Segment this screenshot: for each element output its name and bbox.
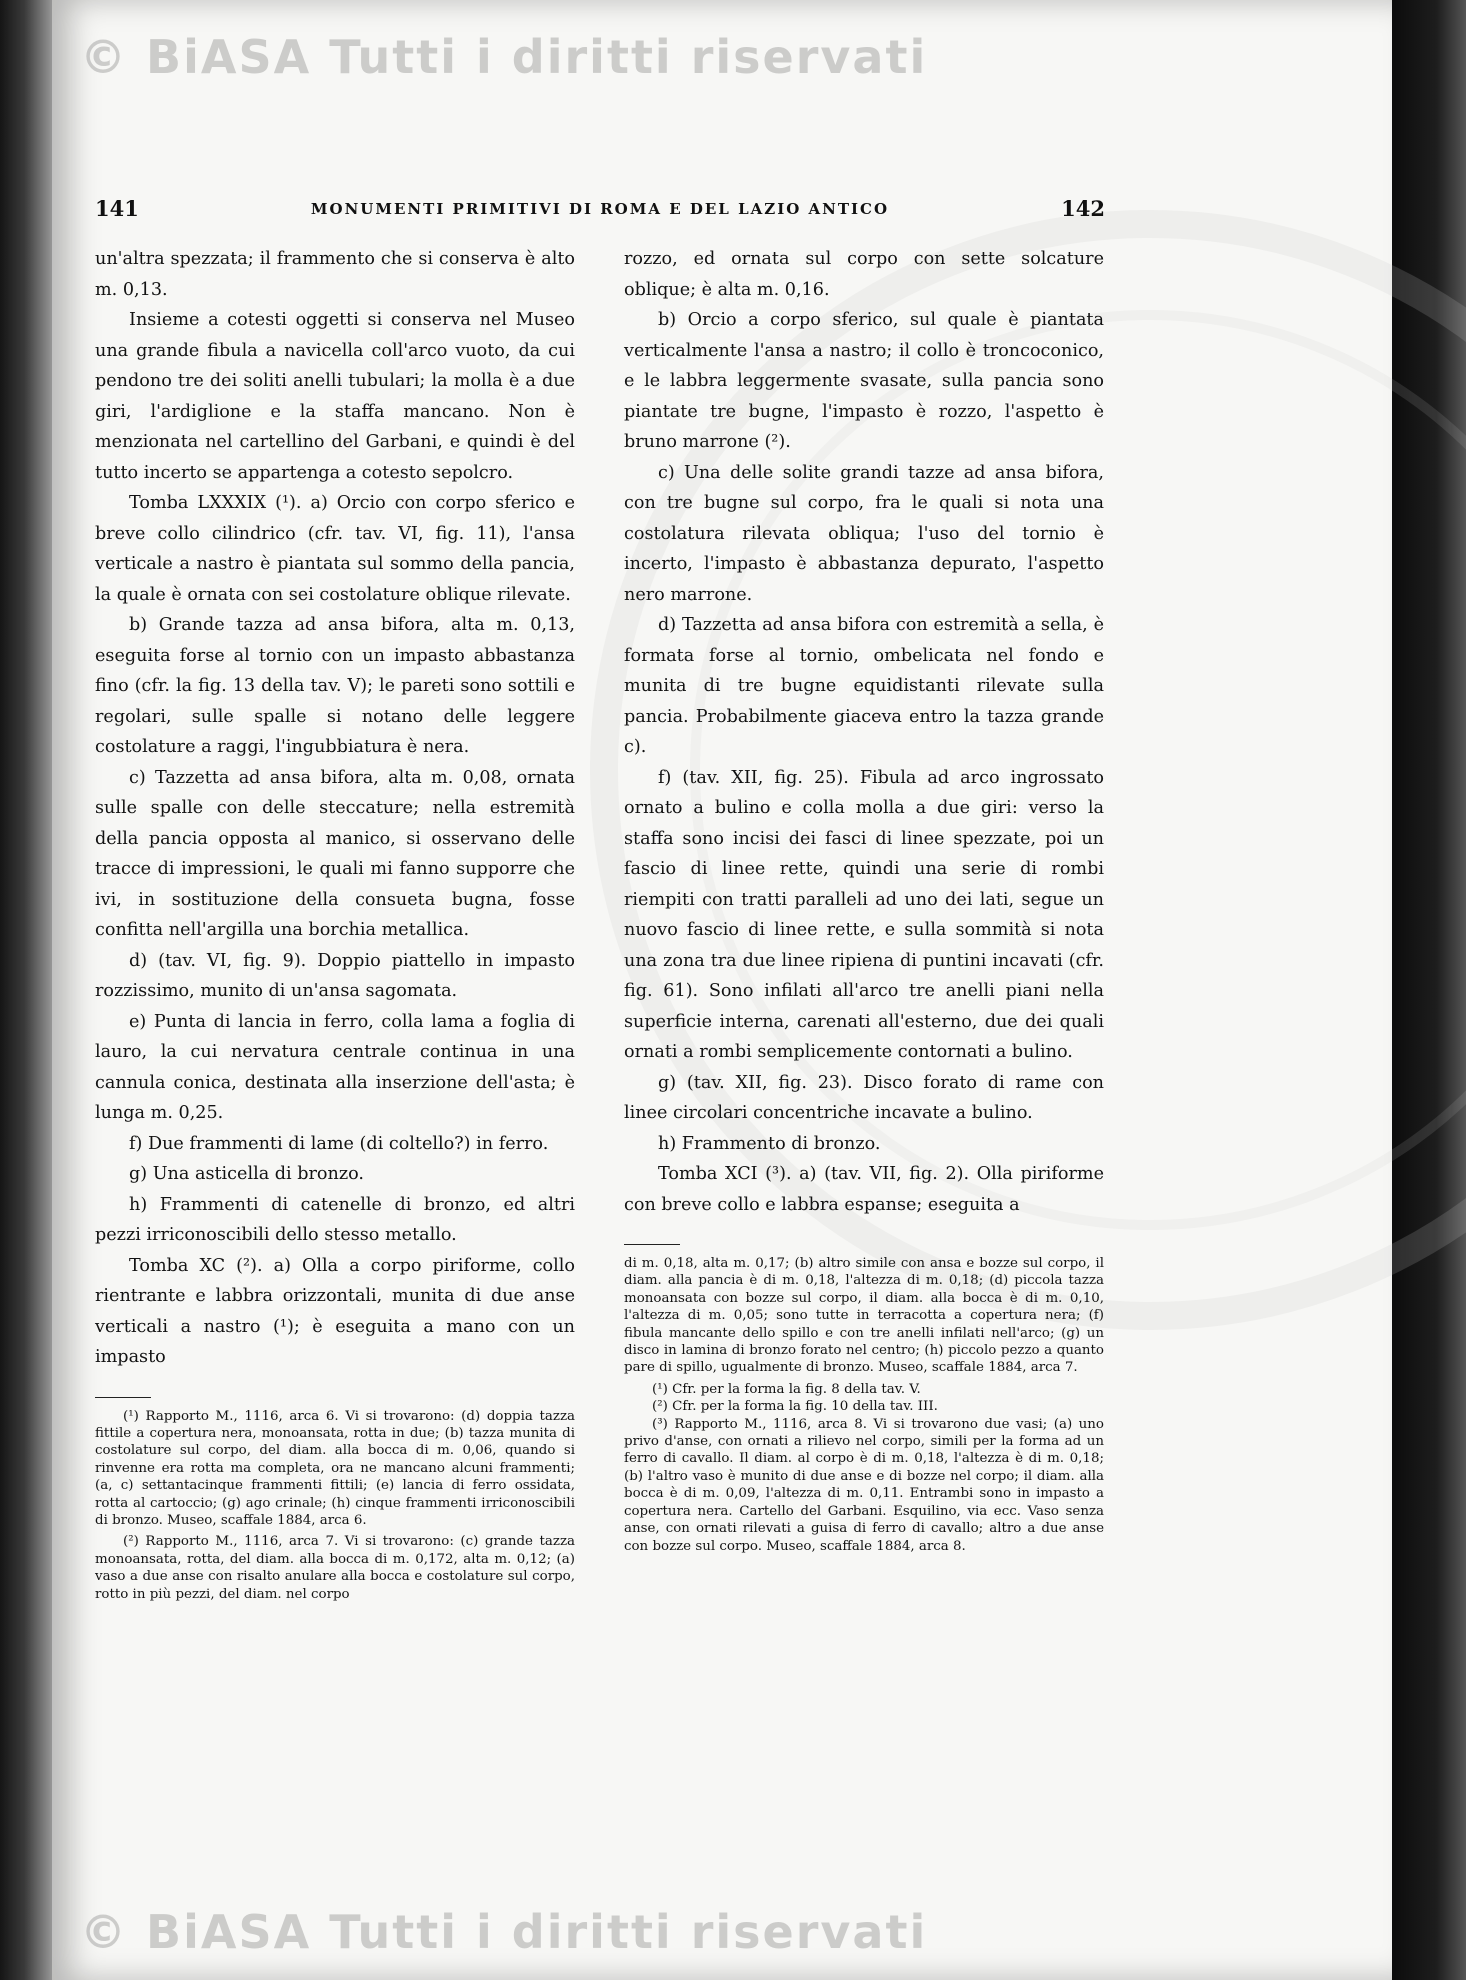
footnote: (²) Cfr. per la forma la fig. 10 della tav. III.: [652, 1399, 938, 1415]
copyright-watermark-bottom: © BiASA Tutti i diritti riservati: [80, 1905, 928, 1959]
paragraph: Tomba LXXXIX (¹). a) Orcio con corpo sferico e breve collo cilindrico (cfr. tav. VI, fig. 11), l'ansa verticale a nastro è piantata sul sommo della pancia, la quale è ornata con sei costolature oblique rilevate.: [95, 493, 575, 605]
running-header: [95, 196, 1105, 226]
paragraph: d) Tazzetta ad ansa bifora con estremità a sella, è formata forse al tornio, ombelicata nel fondo e munita di tre bugne equidistanti rilevate sulla pancia. Probabilmente giaceva entro la tazza grande c).: [624, 615, 1104, 757]
footnote: (¹) Rapporto M., 1116, arca 6. Vi si trovarono: (d) doppia tazza fittile a copertura nera, monoansata, rotta in due; (b) tazza munita di costolature sul corpo, del diam. alla bocca di m. 0,06, quando si rinvenne era rotta ma completa, ora ne mancano alcuni frammenti; (a, c) settantacinque frammenti fittili; (e) lancia di ferro ossidata, rotta al cartoccio; (g) ago crinale; (h) cinque frammenti irriconoscibili di bronzo. Museo, scaffale 1884, arca 6.: [95, 1408, 575, 1528]
paragraph: Tomba XCI (³). a) (tav. VII, fig. 2). Olla piriforme con breve collo e labbra espanse; eseguita a: [624, 1164, 1104, 1215]
paragraph: g) (tav. XII, fig. 23). Disco forato di rame con linee circolari concentriche incavate a bulino.: [624, 1072, 1104, 1123]
paragraph: f) Due frammenti di lame (di coltello?) in ferro.: [129, 1133, 549, 1154]
running-title: MONUMENTI PRIMITIVI DI ROMA E DEL LAZIO ANTICO: [310, 200, 890, 218]
paragraph: b) Grande tazza ad ansa bifora, alta m. 0,13, eseguita forse al tornio con un impasto abbastanza fino (cfr. la fig. 13 della tav. V); le pareti sono sottili e regolari, sulle spalle si notano delle leggere costolature a raggi, l'ingubbiatura è nera.: [95, 615, 575, 757]
footnote-rule: [95, 1397, 151, 1398]
paragraph: rozzo, ed ornata sul corpo con sette solcature oblique; è alta m. 0,16.: [624, 249, 1104, 300]
copyright-watermark-top: © BiASA Tutti i diritti riservati: [80, 30, 928, 84]
paragraph: Tomba XC (²). a) Olla a corpo piriforme, collo rientrante e labbra orizzontali, munita di due anse verticali a nastro (¹); è eseguita a mano con un impasto: [95, 1255, 575, 1367]
paragraph: b) Orcio a corpo sferico, sul quale è piantata verticalmente l'ansa a nastro; il collo è troncoconico, e le labbra leggermente svasate, sulla pancia sono piantate tre bugne, l'impasto è rozzo, l'aspetto è bruno marrone (²).: [624, 310, 1104, 452]
footnote-rule: [624, 1244, 680, 1245]
paragraph: c) Una delle solite grandi tazze ad ansa bifora, con tre bugne sul corpo, fra le quali si nota una costolatura rilevata obliqua; l'uso del tornio è incerto, l'impasto è abbastanza depurato, l'aspetto nero marrone.: [624, 462, 1104, 605]
left-column: [95, 244, 575, 1603]
paragraph: h) Frammenti di catenelle di bronzo, ed altri pezzi irriconoscibili dello stesso metallo.: [95, 1194, 575, 1245]
paragraph: d) (tav. VI, fig. 9). Doppio piattello in impasto rozzissimo, munito di un'ansa sagomata.: [95, 950, 575, 1001]
paragraph: g) Una asticella di bronzo.: [129, 1164, 364, 1184]
paragraph: un'altra spezzata; il frammento che si conserva è alto m. 0,13.: [95, 249, 575, 300]
paragraph: Insieme a cotesti oggetti si conserva nel Museo una grande fibula a navicella coll'arco vuoto, da cui pendono tre dei soliti anelli tubulari; la molla è a due giri, l'ardiglione e la staffa mancano. Non è menzionata nel cartellino del Garbani, e quindi è del tutto incerto se appartenga a cotesto sepolcro.: [95, 310, 575, 483]
right-column: [624, 244, 1104, 1555]
paragraph: f) (tav. XII, fig. 25). Fibula ad arco ingrossato ornato a bulino e colla molla a due giri: verso la staffa sono incisi dei fasci di linee spezzate, poi un fascio di linee rette, quindi una serie di rombi riempiti con tratti paralleli ad uno dei lati, segue un nuovo fascio di linee rette, e sulla sommità si nota una zona tra due linee ripiena di puntini incavati (cfr. fig. 61). Sono infilati all'arco tre anelli piani nella superficie interna, carenati all'esterno, due dei quali ornati a rombi semplicemente contornati a bulino.: [624, 767, 1104, 1062]
footnote-continuation: di m. 0,18, alta m. 0,17; (b) altro simile con ansa e bozze sul corpo, il diam. alla pancia è di m. 0,18, l'altezza di m. 0,18; (d) piccola tazza monoansata con bozze sul corpo, il diam. alla bocca è di m. 0,10, l'altezza di m. 0,05; sono tutte in terracotta a copertura nera; (f) fibula mancante dello spillo e con tre anelli infilati nell'arco; (g) un disco in lamina di bronzo forato nel centro; (h) piccolo pezzo a quanto pare di spillo, ugualmente di bronzo. Museo, scaffale 1884, arca 7.: [624, 1256, 1104, 1376]
footnote: (¹) Cfr. per la forma la fig. 8 della tav. V.: [652, 1381, 921, 1397]
page-number-right: 142: [1061, 196, 1105, 221]
paragraph: e) Punta di lancia in ferro, colla lama a foglia di lauro, la cui nervatura centrale continua in una cannula conica, destinata alla inserzione dell'asta; è lunga m. 0,25.: [95, 1011, 575, 1123]
footnote: (³) Rapporto M., 1116, arca 8. Vi si trovarono due vasi; (a) uno privo d'anse, con ornati a rilievo nel corpo, simili per la forma ad un ferro di cavallo. Il diam. al corpo è di m. 0,18, l'altezza è di m. 0,18; (b) l'altro vaso è munito di due anse e di bozze nel corpo; il diam. alla bocca è di m. 0,09, l'altezza di m. 0,11. Entrambi sono in impasto a copertura nera. Cartello del Garbani. Esquilino, via ecc. Vaso senza anse, con ornati rilevati a guisa di ferro di cavallo; altro a due anse con bozze sul corpo. Museo, scaffale 1884, arca 8.: [624, 1416, 1104, 1554]
footnote: (²) Rapporto M., 1116, arca 7. Vi si trovarono: (c) grande tazza monoansata, rotta, del diam. alla bocca di m. 0,172, alta m. 0,12; (a) vaso a due anse con risalto anulare alla bocca e costolature sul corpo, rotto in più pezzi, del diam. nel corpo: [95, 1534, 575, 1602]
page-number-left: 141: [95, 196, 139, 221]
paragraph: c) Tazzetta ad ansa bifora, alta m. 0,08, ornata sulle spalle con delle steccature; nella estremità della pancia opposta al manico, si osservano delle tracce di impressioni, le quali mi fanno supporre che ivi, in sostituzione della consueta bugna, fosse confitta nell'argilla una borchia metallica.: [95, 767, 575, 940]
paragraph: h) Frammento di bronzo.: [658, 1133, 881, 1154]
